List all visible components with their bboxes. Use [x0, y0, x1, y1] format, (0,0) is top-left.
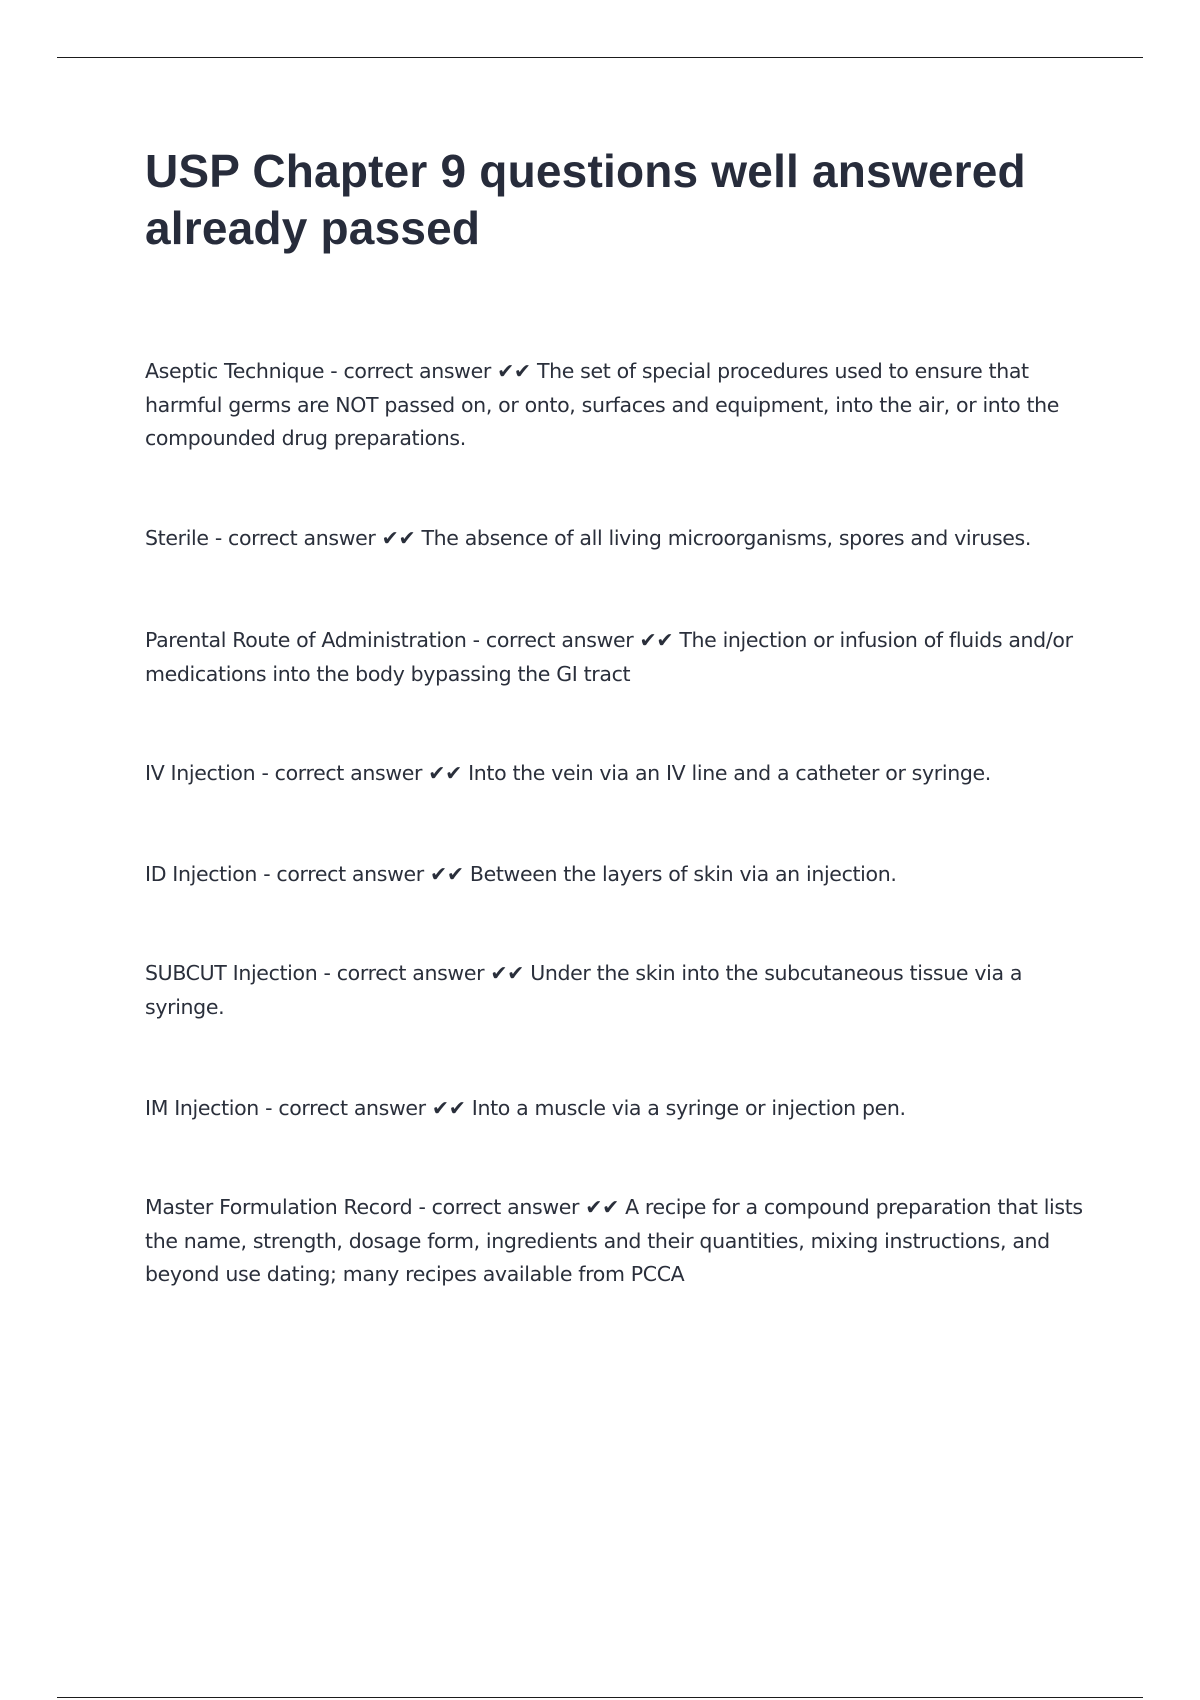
entry-separator: - correct answer ✔✔	[412, 1195, 626, 1219]
entry-separator: - correct answer ✔✔	[208, 526, 422, 550]
page-top-rule	[57, 57, 1143, 58]
entry-term: IM Injection	[145, 1096, 259, 1120]
entry-separator: - correct answer ✔✔	[317, 961, 531, 985]
entry-definition: Into a muscle via a syringe or injection pen.	[471, 1096, 906, 1120]
entry-definition: The injection or infusion of fluids and/or medications into the body bypassing the GI tract	[145, 628, 1073, 686]
qa-entry-aseptic-technique	[145, 355, 1085, 456]
entry-definition: Under the skin into the subcutaneous tissue via a syringe.	[145, 961, 1023, 1019]
entry-term: ID Injection	[145, 862, 258, 886]
qa-entry-im-injection	[145, 1092, 1085, 1126]
entry-term: SUBCUT Injection	[145, 961, 318, 985]
entry-term: Parental Route of Administration	[145, 628, 467, 652]
entry-separator: - correct answer ✔✔	[324, 359, 537, 383]
entry-definition: The set of special procedures used to ensure that harmful germs are NOT passed on, or onto, surfaces and equipment, into the air, or into the compounded drug preparations.	[145, 359, 1060, 450]
entry-separator: - correct answer ✔✔	[255, 761, 469, 785]
qa-entry-master-formulation-record	[145, 1191, 1085, 1292]
entry-separator: - correct answer ✔✔	[466, 628, 680, 652]
entry-definition: The absence of all living microorganisms, spores and viruses.	[421, 526, 1032, 550]
qa-entry-id-injection	[145, 858, 1085, 892]
document-title: USP Chapter 9 questions well answered already passed	[145, 145, 1026, 254]
entry-definition: Between the layers of skin via an injection.	[469, 862, 897, 886]
entry-term: IV Injection	[145, 761, 256, 785]
entry-definition: Into the vein via an IV line and a catheter or syringe.	[468, 761, 991, 785]
page-bottom-rule	[57, 1697, 1143, 1698]
entry-definition: A recipe for a compound preparation that lists the name, strength, dosage form, ingredients and their quantities, mixing instructions, and beyond use dating; many recipes available from PCCA	[145, 1195, 1083, 1286]
qa-entry-subcut-injection	[145, 957, 1085, 1024]
entry-separator: - correct answer ✔✔	[258, 1096, 472, 1120]
entry-separator: - correct answer ✔✔	[257, 862, 470, 886]
entry-term: Aseptic Technique	[145, 359, 325, 383]
qa-entry-sterile	[145, 522, 1085, 556]
qa-entry-parental-route	[145, 624, 1085, 691]
entry-term: Master Formulation Record	[145, 1195, 413, 1219]
qa-entry-iv-injection	[145, 757, 1085, 791]
entry-term: Sterile	[145, 526, 209, 550]
